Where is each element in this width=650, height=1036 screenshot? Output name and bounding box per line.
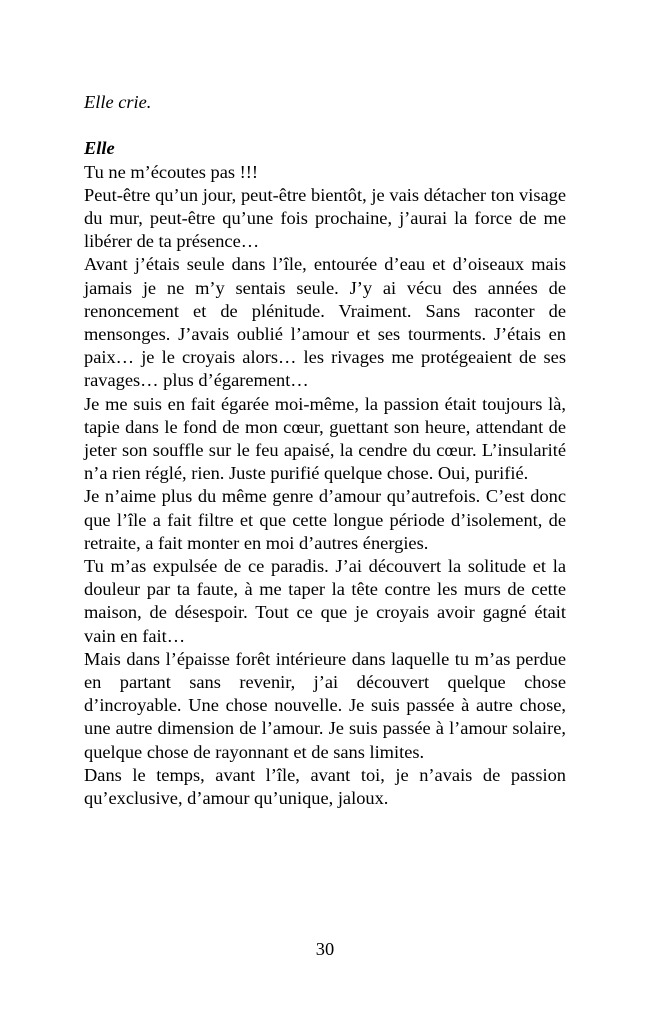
paragraph: Mais dans l’épaisse forêt intérieure dans laquelle tu m’as perdue en partant sans revenir, j’ai découvert quelque chose d’incroyable. Une chose nouvelle. Je suis passée à autre chose, une autre dimension de l’amour. Je suis passée à l’amour solaire, quelque chose de rayonnant et de sans limites. [84,648,566,762]
paragraph: Dans le temps, avant l’île, avant toi, je n’avais de passion qu’exclusive, d’amour qu’unique, jaloux. [84,764,566,809]
speaker-name: Elle [84,138,115,159]
paragraph: Tu m’as expulsée de ce paradis. J’ai découvert la solitude et la douleur par ta faute, à me taper la tête contre les murs de cette maison, de désespoir. Tout ce que je croyais avoir gagné était vain en fait… [84,556,566,646]
paragraph: Je me suis en fait égarée moi-même, la passion était toujours là, tapie dans le fond de mon cœur, guettant son heure, attendant de jeter son souffle sur le feu apaisé, la cendre du cœur. L’insularité n’a rien réglé, rien. Juste purifié quelque chose. Oui, purifié. [84,393,566,484]
paragraph: Avant j’étais seule dans l’île, entourée d’eau et d’oiseaux mais jamais je ne m’y sentais seule. J’y ai vécu des années de renoncement et de plénitude. Vraiment. Sans raconter de mensonges. J’avais oublié l’amour et ses tourments. J’étais en paix… je le croyais alors… les rivages me protégeaient de ses ravages… plus d’égarement… [84,254,566,391]
paragraph: Je n’aime plus du même genre d’amour qu’autrefois. C’est donc que l’île a fait filtre et que cette longue période d’isolement, de retraite, a fait monter en moi d’autres énergies. [84,486,566,553]
paragraph: Peut-être qu’un jour, peut-être bientôt, je vais détacher ton visage du mur, peut-être qu’une fois prochaine, j’aurai la force de me libérer de ta présence… [84,184,566,252]
page-number: 30 [315,939,335,959]
dialogue-line: Tu ne m’écoutes pas !!! [84,161,258,182]
stage-direction: Elle crie. [84,92,152,112]
spacer [84,114,566,137]
page-body [84,91,566,810]
